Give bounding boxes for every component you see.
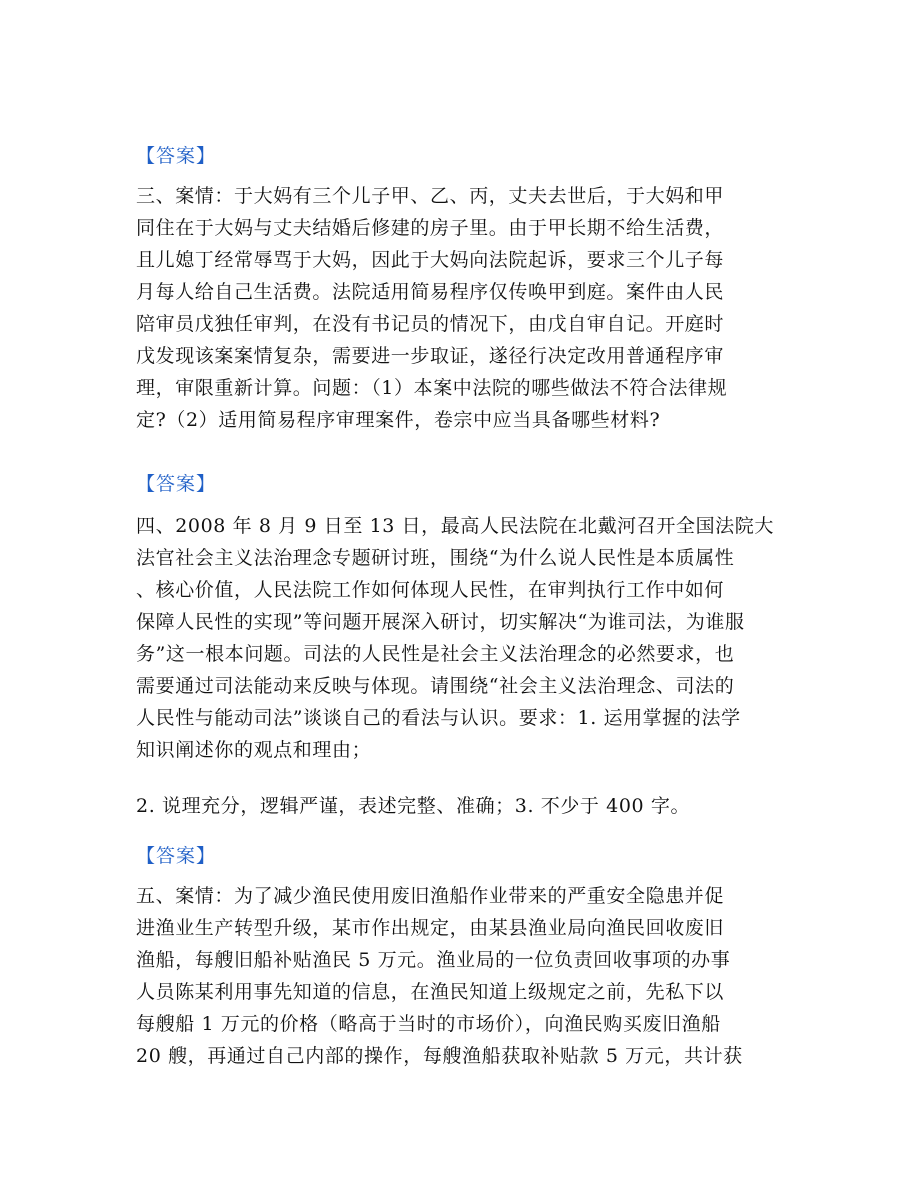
question-5-line: 渔船，每艘旧船补贴渔民 5 万元。渔业局的一位负责回收事项的办事	[136, 949, 731, 971]
question-3-line: 且儿媳丁经常辱骂于大妈，因此于大妈向法院起诉，要求三个儿子每	[136, 249, 725, 271]
question-4-line: 、核心价值，人民法院工作如何体现人民性，在审判执行工作中如何	[136, 579, 725, 601]
question-3-line: 戊发现该案案情复杂，需要进一步取证，遂径行决定改用普通程序审	[136, 345, 725, 367]
question-3-line: 三、案情：于大妈有三个儿子甲、乙、丙，丈夫去世后，于大妈和甲	[136, 185, 725, 207]
question-5-line: 20 艘，再通过自己内部的操作，每艘渔船获取补贴款 5 万元，共计获	[136, 1045, 743, 1067]
question-4-requirements	[136, 790, 786, 822]
question-3-line: 理，审限重新计算。问题：（1）本案中法院的哪些做法不符合法律规	[136, 377, 728, 399]
question-3-line: 定?（2）适用简易程序审理案件，卷宗中应当具备哪些材料?	[136, 409, 661, 431]
question-4-requirements-line: 2. 说理充分，逻辑严谨，表述完整、准确；3. 不少于 400 字。	[136, 795, 691, 817]
question-5-line: 人员陈某利用事先知道的信息，在渔民知道上级规定之前，先私下以	[136, 981, 725, 1003]
question-3-line: 同住在于大妈与丈夫结婚后修建的房子里。由于甲长期不给生活费，	[136, 217, 725, 239]
question-4-line: 务”这一根本问题。司法的人民性是社会主义法治理念的必然要求，也	[136, 643, 735, 665]
question-5	[136, 880, 786, 1072]
question-4-line: 人民性与能动司法”谈谈自己的看法与认识。要求：1. 运用掌握的法学	[136, 707, 741, 729]
question-3-line: 月每人给自己生活费。法院适用简易程序仅传唤甲到庭。案件由人民	[136, 281, 725, 303]
question-4-line: 需要通过司法能动来反映与体现。请围绕“社会主义法治理念、司法的	[136, 675, 735, 697]
answer-label-1: 【答案】	[136, 145, 217, 167]
question-5-line: 每艘船 1 万元的价格（略高于当时的市场价），向渔民购买废旧渔船	[136, 1013, 721, 1035]
question-4	[136, 510, 786, 766]
answer-label-3: 【答案】	[136, 845, 217, 867]
question-5-line: 进渔业生产转型升级，某市作出规定，由某县渔业局向渔民回收废旧	[136, 917, 725, 939]
question-5-line: 五、案情：为了减少渔民使用废旧渔船作业带来的严重安全隐患并促	[136, 885, 725, 907]
question-3	[136, 180, 786, 436]
answer-label-2: 【答案】	[136, 473, 217, 495]
question-4-line: 保障人民性的实现”等问题开展深入研讨，切实解决“为谁司法，为谁服	[136, 611, 745, 633]
question-4-line: 四、2008 年 8 月 9 日至 13 日，最高人民法院在北戴河召开全国法院大	[136, 515, 774, 537]
question-4-line: 法官社会主义法治理念专题研讨班，围绕“为什么说人民性是本质属性	[136, 547, 735, 569]
question-3-line: 陪审员戊独任审判，在没有书记员的情况下，由戊自审自记。开庭时	[136, 313, 725, 335]
question-4-line: 知识阐述你的观点和理由；	[136, 739, 372, 761]
